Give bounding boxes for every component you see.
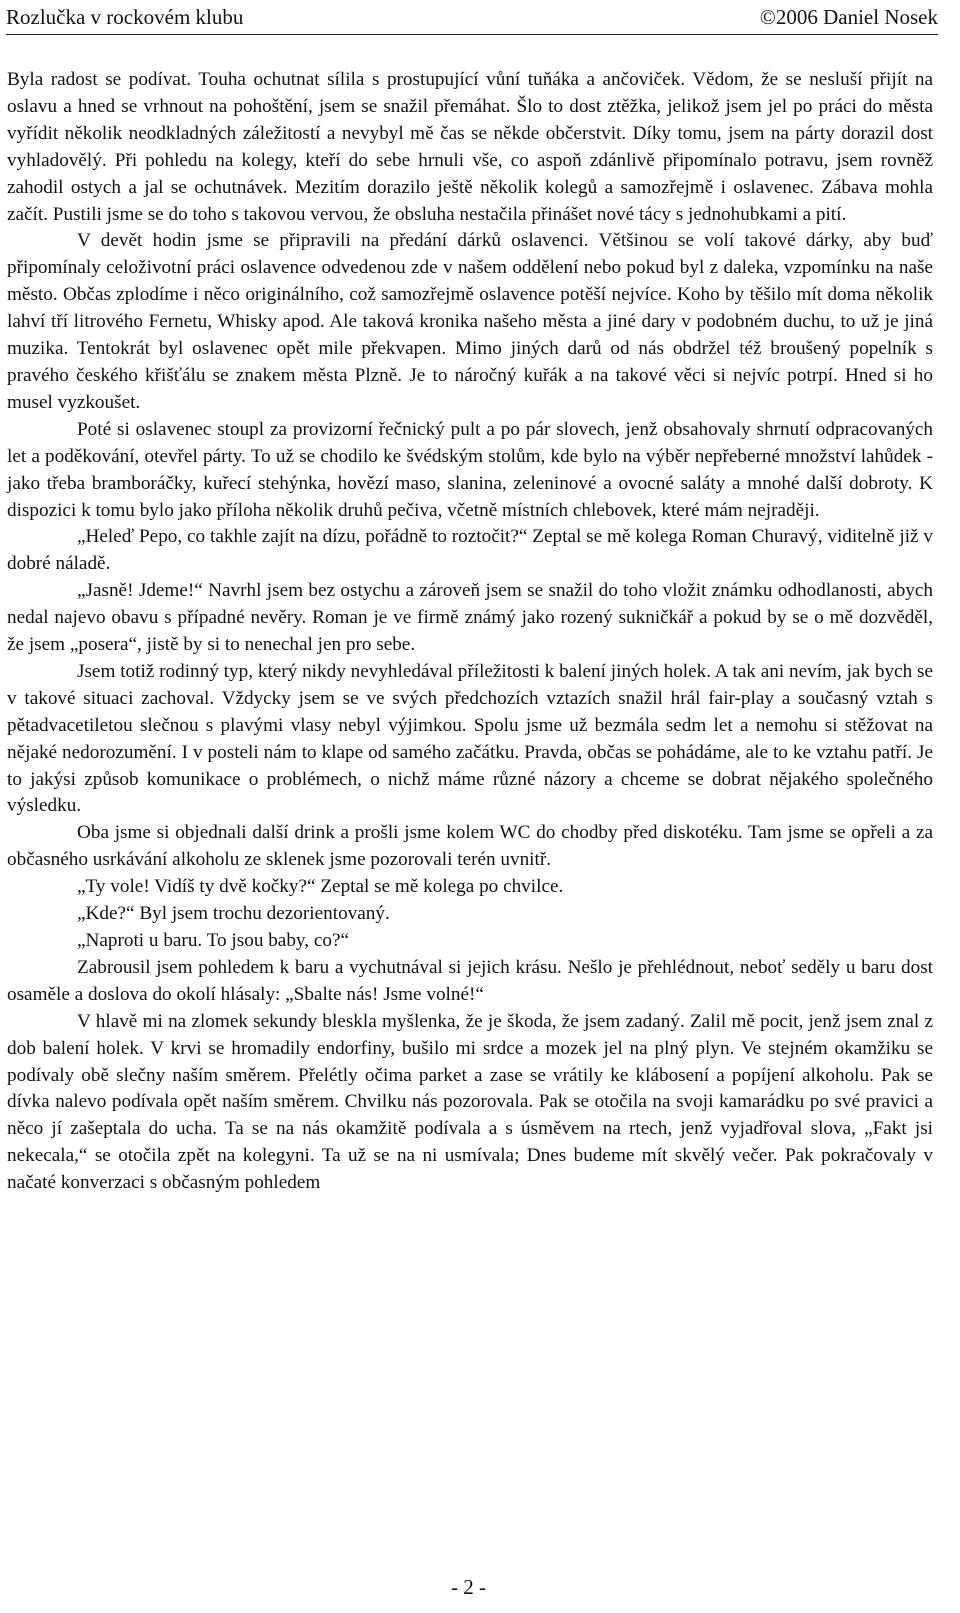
page-number: - 2 - <box>451 1575 486 1599</box>
paragraph: V hlavě mi na zlomek sekundy bleskla myšlenka, že je škoda, že jsem zadaný. Zalil mě pocit, jenž jsem znal z dob balení holek. V krvi se hromadily endorfiny, bušilo mi srdce a mozek jel na plný plyn. Ve stejném okamžiku se podívaly obě slečny naším směrem. Přelétly očima parket a zase se vrátily ke klábosení a popíjení alkoholu. Pak se dívka nalevo podívala opět naším směrem. Chvilku nás pozorovala. Pak se otočila na svoji kamarádku po své pravici a něco jí zašeptala do ucha. Ta se na nás okamžitě podívala a s úsměvem na rtech, jenž vyjadřoval slova, „Fakt jsi nekecala,“ se otočila zpět na kolegyni. Ta už se na ni usmívala; Dnes budeme mít skvělý večer. Pak pokračovaly v načaté konverzaci s občasným pohledem <box>7 1010 933 1194</box>
body-text <box>7 67 933 1197</box>
paragraph: Byla radost se podívat. Touha ochutnat sílila s prostupující vůní tuňáka a ančoviček. Vědom, že se nesluší přijít na oslavu a hned se vrhnout na pohoštění, jsem se snažil přemáhat. Šlo to dost ztěžka, jelikož jsem jel po práci do města vyřídit několik neodkladných záležitostí a nevybyl mě čas se někde občerstvit. Díky tomu, jsem na párty dorazil dost vyhladovělý. Při pohledu na kolegy, kteří do sebe hrnuli vše, co aspoň zdánlivě připomínalo potravu, jsem rovněž zahodil ostych a jal se ochutnávek. Mezitím dorazilo ještě několik kolegů a samozřejmě i oslavenec. Zábava mohla začít. Pustili jsme se do toho s takovou vervou, že obsluha nestačila přinášet nové tácy s jednohubkami a pití. <box>7 69 933 225</box>
paragraph: „Jasně! Jdeme!“ Navrhl jsem bez ostychu a zároveň jsem se snažil do toho vložit známku odhodlanosti, abych nedal najevo obavu s případné nevěry. Roman je ve firmě známý jako rozený sukničkář a pokud by se o mě dozvěděl, že jsem „posera“, jistě by si to nenechal jen pro sebe. <box>7 580 933 656</box>
page-header <box>6 2 938 32</box>
paragraph: Oba jsme si objednali další drink a prošli jsme kolem WC do chodby před diskotéku. Tam jsme se opřeli a za občasného usrkávání alkoholu ze sklenek jsme pozorovali terén uvnitř. <box>7 822 933 871</box>
paragraph: Poté si oslavenec stoupl za provizorní řečnický pult a po pár slovech, jenž obsahovaly shrnutí odpracovaných let a poděkování, otevřel párty. To už se chodilo ke švédským stolům, kde bylo na výběr nepřeberné množství lahůdek - jako třeba bramboráčky, kuřecí stehýnka, hovězí maso, slanina, zeleninové a ovocné saláty a mnohé další dobroty. K dispozici k tomu bylo jako příloha několik druhů pečiva, včetně místních chlebovek, které mám nejraději. <box>7 418 933 521</box>
paragraph: Zabrousil jsem pohledem k baru a vychutnával si jejich krásu. Nešlo je přehlédnout, neboť seděly u baru dost osaměle a doslova do okolí hlásaly: „Sbalte nás! Jsme volné!“ <box>7 956 933 1005</box>
paragraph: „Heleď Pepo, co takhle zajít na dízu, pořádně to roztočit?“ Zeptal se mě kolega Roman Churavý, viditelně již v dobré náladě. <box>7 526 933 575</box>
header-copyright: ©2006 Daniel Nosek <box>759 5 938 29</box>
header-divider <box>6 34 938 35</box>
header-title: Rozlučka v rockovém klubu <box>6 5 244 29</box>
paragraph: „Kde?“ Byl jsem trochu dezorientovaný. <box>77 903 390 925</box>
paragraph: Jsem totiž rodinný typ, který nikdy nevyhledával příležitosti k balení jiných holek. A tak ani nevím, jak bych se v takové situaci zachoval. Vždycky jsem se ve svých předchozích vztazích snažil hrál fair-play a současný vztah s pětadvacetiletou slečnou s plavými vlasy nebyl výjimkou. Spolu jsme už bezmála sedm let a nemohu si stěžovat na nějaké nedorozumění. I v posteli nám to klape od samého začátku. Pravda, občas se pohádáme, ale to ke vztahu patří. Je to jakýsi způsob komunikace o problémech, o nichž máme různé názory a chceme se dobrat nějakého společného výsledku. <box>7 660 933 817</box>
paragraph: „Naproti u baru. To jsou baby, co?“ <box>77 930 349 951</box>
paragraph: „Ty vole! Vidíš ty dvě kočky?“ Zeptal se mě kolega po chvilce. <box>77 876 564 898</box>
paragraph: V devět hodin jsme se připravili na předání dárků oslavenci. Většinou se volí takové dárky, aby buď připomínaly celoživotní práci oslavence odvedenou zde v našem oddělení nebo pokud byl z daleka, vzpomínku na naše město. Občas zplodíme i něco originálního, což samozřejmě oslavence potěší nejvíce. Koho by těšilo mít doma několik lahví tří litrového Fernetu, Whisky apod. Ale taková kronika našeho města a jiné dary v podobném duchu, to už je jiná muzika. Tentokrát byl oslavenec opět mile překvapen. Mimo jiných darů od nás obdržel též broušený popelník s pravého českého křišťálu se znakem města Plzně. Je to náročný kuřák a na takové věci si nejvíc potrpí. Hned si ho musel vyzkoušet. <box>7 230 933 413</box>
